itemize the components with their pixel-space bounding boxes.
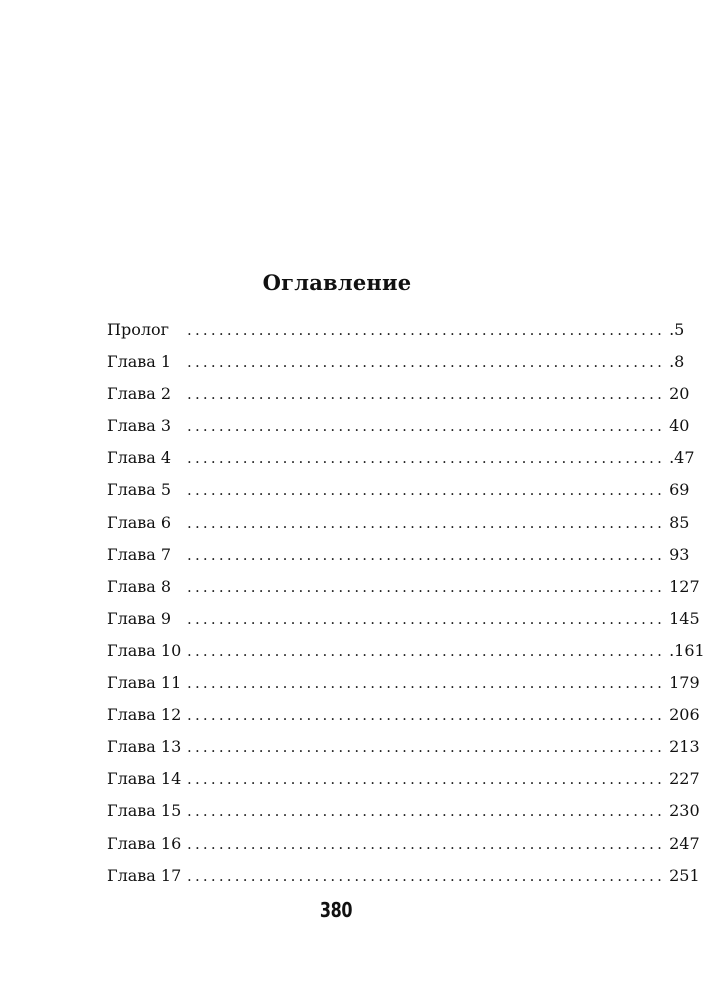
dot-leader: ............................................................ [187, 417, 666, 436]
toc-entry-chapter-8 [107, 571, 700, 603]
toc-entry-chapter-7 [107, 539, 690, 571]
toc-entry-chapter-13 [107, 731, 700, 763]
toc-entry-label: Глава 6 [107, 512, 172, 532]
dot-leader: ............................................................ [187, 321, 666, 339]
toc-entry-chapter-17 [107, 860, 700, 892]
toc-list [107, 314, 705, 892]
dot-leader: ............................................................ [187, 449, 666, 468]
dot-leader: ............................................................ [187, 577, 666, 596]
toc-entry-chapter-11 [107, 667, 700, 699]
dot-leader: ............................................................ [187, 834, 666, 853]
toc-entry-page: .161 [669, 640, 705, 660]
toc-entry-chapter-10 [107, 635, 705, 667]
toc-entry-chapter-3 [107, 410, 690, 442]
toc-entry-chapter-16 [107, 828, 700, 860]
dot-leader: ............................................................ [187, 802, 666, 821]
toc-entry-page: 145 [669, 608, 700, 628]
toc-entry-chapter-15 [107, 795, 700, 827]
toc-entry-page: 69 [669, 480, 690, 500]
toc-entry-page: 179 [669, 673, 700, 693]
toc-entry-chapter-4 [107, 442, 695, 474]
toc-entry-page: 20 [669, 384, 690, 404]
toc-entry-page: 85 [669, 512, 690, 532]
toc-entry-chapter-12 [107, 699, 700, 731]
toc-entry-label: Глава 5 [107, 480, 172, 500]
dot-leader: ............................................................ [187, 545, 666, 564]
toc-entry-page: 230 [669, 801, 700, 821]
toc-title: Оглавление [262, 270, 412, 295]
toc-entry-label: Глава 13 [107, 737, 182, 757]
toc-entry-label: Глава 1 [107, 352, 172, 372]
toc-entry-chapter-9 [107, 603, 700, 635]
toc-entry-chapter-6 [107, 507, 690, 539]
dot-leader: ............................................................ [187, 706, 666, 725]
toc-entry-label: Пролог [107, 320, 170, 339]
toc-entry-chapter-5 [107, 474, 690, 506]
toc-entry-prologue [107, 314, 685, 346]
toc-entry-label: Глава 9 [107, 608, 172, 628]
toc-entry-page: 206 [669, 705, 700, 725]
toc-entry-label: Глава 2 [107, 384, 172, 404]
toc-entry-label: Глава 14 [107, 769, 182, 789]
toc-entry-label: Глава 16 [107, 833, 182, 853]
page-number: 380 [319, 898, 353, 922]
toc-entry-page: 127 [669, 576, 700, 596]
toc-entry-page: 40 [669, 416, 690, 436]
toc-entry-label: Глава 17 [107, 865, 182, 885]
dot-leader: ............................................................ [187, 674, 666, 693]
toc-entry-label: Глава 12 [107, 705, 182, 725]
toc-entry-page: 93 [669, 544, 690, 564]
toc-entry-page: 213 [669, 737, 700, 757]
dot-leader: ............................................................ [187, 353, 666, 372]
toc-entry-label: Глава 3 [107, 416, 172, 436]
toc-entry-page: .8 [669, 352, 685, 372]
toc-entry-page: 227 [669, 769, 700, 789]
toc-entry-label: Глава 4 [107, 448, 172, 468]
toc-entry-chapter-14 [107, 763, 700, 795]
toc-entry-chapter-2 [107, 378, 690, 410]
toc-entry-chapter-1 [107, 346, 685, 378]
dot-leader: ............................................................ [187, 609, 666, 628]
dot-leader: ............................................................ [187, 738, 666, 757]
toc-entry-label: Глава 10 [107, 640, 182, 660]
toc-entry-page: .5 [669, 320, 685, 339]
toc-entry-label: Глава 11 [107, 673, 182, 693]
dot-leader: ............................................................ [187, 385, 666, 404]
toc-entry-page: 251 [669, 865, 700, 885]
dot-leader: ............................................................ [187, 481, 666, 500]
toc-entry-label: Глава 7 [107, 544, 172, 564]
toc-entry-label: Глава 8 [107, 576, 172, 596]
dot-leader: ............................................................ [187, 770, 666, 789]
dot-leader: ............................................................ [187, 641, 666, 660]
dot-leader: ............................................................ [187, 513, 666, 532]
toc-entry-page: .47 [669, 448, 695, 468]
toc-entry-page: 247 [669, 833, 700, 853]
toc-entry-label: Глава 15 [107, 801, 182, 821]
dot-leader: ............................................................ [187, 866, 666, 885]
